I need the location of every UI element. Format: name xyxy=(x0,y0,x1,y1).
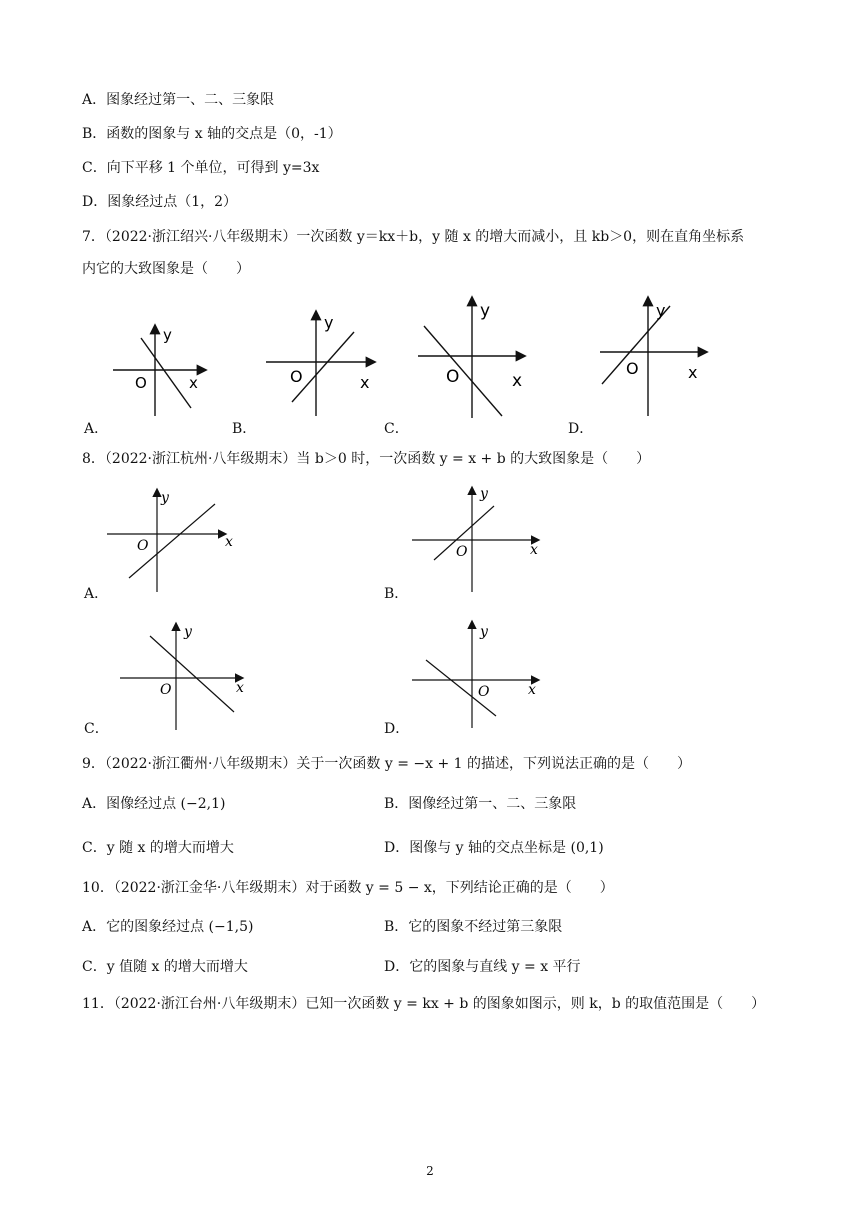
q7-graph-a xyxy=(105,318,215,418)
y-axis-label: y xyxy=(656,301,666,320)
x-axis-label: x xyxy=(528,682,536,698)
q8-graph-c xyxy=(118,622,258,732)
q8-graph-b xyxy=(410,484,550,594)
y-axis-label: y xyxy=(480,301,491,321)
q9-option-d: D．图像与 y 轴的交点坐标是 (0,1) xyxy=(384,840,604,856)
function-line xyxy=(424,326,502,416)
q10-stem: 10．（2022·浙江金华·八年级期末）对于函数 y = 5 − x，下列结论正确的是（ ） xyxy=(82,880,614,896)
q6-option-b: B．函数的图象与 x 轴的交点是（0，-1） xyxy=(82,126,342,142)
y-axis-label: y xyxy=(480,486,488,502)
x-axis-label: x xyxy=(530,542,538,558)
q9-option-c: C．y 随 x 的增大而增大 xyxy=(82,840,234,856)
q8-graph-d xyxy=(410,620,550,730)
page-number: 2 xyxy=(426,1164,434,1178)
q7-stem-line2: 内它的大致图象是（ ） xyxy=(82,261,250,277)
q10-option-d: D．它的图象与直线 y = x 平行 xyxy=(384,959,581,975)
q6-option-a: A．图象经过第一、二、三象限 xyxy=(82,92,275,108)
q6-option-d: D．图象经过点（1，2） xyxy=(82,194,238,210)
x-axis-label: x xyxy=(512,371,523,391)
function-line xyxy=(141,338,191,408)
y-axis-label: y xyxy=(324,313,334,332)
x-axis-label: x xyxy=(236,680,244,696)
q6-option-c: C．向下平移 1 个单位，可得到 y=3x xyxy=(82,160,320,176)
q7-label-a: A． xyxy=(84,421,109,437)
q8-label-a: A． xyxy=(84,586,109,602)
y-axis-label: y xyxy=(184,624,192,640)
origin-label: O xyxy=(446,367,460,387)
q9-option-b: B．图像经过第一、二、三象限 xyxy=(384,796,577,812)
q8-label-d: D． xyxy=(384,721,410,737)
q11-stem: 11．（2022·浙江台州·八年级期末）已知一次函数 y = kx + b 的图象如图示，则 k，b 的取值范围是（ ） xyxy=(82,996,766,1012)
q7-stem-line1: 7．（2022·浙江绍兴·八年级期末）一次函数 y＝kx＋b，y 随 x 的增大而减小，且 kb＞0，则在直角坐标系 xyxy=(82,229,745,245)
q8-label-b: B． xyxy=(384,586,409,602)
q7-graph-d xyxy=(596,294,716,420)
x-axis-label: x xyxy=(360,373,370,392)
origin-label: O xyxy=(137,538,149,554)
q10-option-c: C．y 值随 x 的增大而增大 xyxy=(82,959,248,975)
origin-label: O xyxy=(135,374,147,392)
origin-label: O xyxy=(290,367,303,386)
origin-label: O xyxy=(626,359,639,378)
q9-stem: 9．（2022·浙江衢州·八年级期末）关于一次函数 y = −x + 1 的描述，下列说法正确的是（ ） xyxy=(82,756,692,772)
q7-label-c: C． xyxy=(384,421,409,437)
origin-label: O xyxy=(160,682,172,698)
q7-graph-c xyxy=(414,294,534,420)
function-line xyxy=(150,636,234,712)
x-axis-label: x xyxy=(189,374,198,392)
q8-label-c: C． xyxy=(84,721,109,737)
x-axis-label: x xyxy=(225,534,233,550)
origin-label: O xyxy=(478,684,490,700)
x-axis-label: x xyxy=(688,363,698,382)
q7-label-d: D． xyxy=(568,421,594,437)
q7-graph-b xyxy=(262,308,382,418)
q7-label-b: B． xyxy=(232,421,257,437)
q8-stem: 8．（2022·浙江杭州·八年级期末）当 b＞0 时，一次函数 y = x + b 的大致图象是（ ） xyxy=(82,451,651,467)
q10-option-b: B．它的图象不经过第三象限 xyxy=(384,919,563,935)
q10-option-a: A．它的图象经过点 (−1,5) xyxy=(82,919,254,935)
q8-graph-a xyxy=(105,488,245,596)
y-axis-label: y xyxy=(161,490,169,506)
y-axis-label: y xyxy=(480,624,488,640)
y-axis-label: y xyxy=(163,326,172,344)
origin-label: O xyxy=(456,544,468,560)
q9-option-a: A．图像经过点 (−2,1) xyxy=(82,796,226,812)
